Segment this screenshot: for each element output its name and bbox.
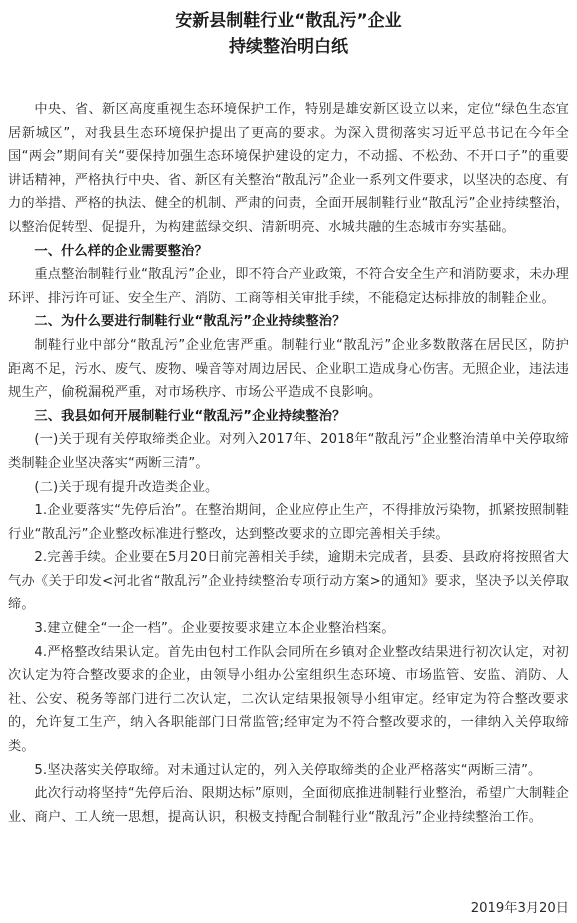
body-paragraph: 制鞋行业中部分“散乱污”企业危害严重。制鞋行业“散乱污”企业多数散落在居民区，防护距离不足，污水、废气、废物、噪音等对周边居民、企业职工造成身心伤害。无照企业，违法违规生产，偷税漏税严重，对市场秩序、市场公平造成不良影响。 [8, 337, 569, 401]
body-paragraph: 重点整治制鞋行业“散乱污”企业，即不符合产业政策，不符合安全生产和消防要求，未办理环评、排污许可证、安全生产、消防、工商等相关审批手续，不能稳定达标排放的制鞋企业。 [8, 267, 569, 306]
body-paragraph: (二)关于现有提升改造类企业。 [34, 479, 219, 495]
body-paragraph: 此次行动将坚持“先停后治、限期达标”原则，全面彻底推进制鞋行业整治，希望广大制鞋企业、商户、工人统一思想，提高认识，积极支持配合制鞋行业“散乱污”企业持续整治工作。 [8, 786, 569, 825]
document-date: 2019年3月20日 [470, 901, 569, 916]
section-heading: 二、为什么要进行制鞋行业“散乱污”企业持续整治？ [34, 314, 346, 330]
body-paragraph: 5.坚决落实关停取缔。对未通过认定的，列入关停取缔类的企业严格落实“两断三清”。 [34, 762, 542, 778]
body-paragraph: 3.建立健全“一企一档”。企业要按要求建立本企业整治档案。 [34, 621, 395, 637]
body-paragraph: (一)关于现有关停取缔类企业。对列入2017年、2018年“散乱污”企业整治清单中关停取缔类制鞋企业坚决落实“两断三清”。 [8, 432, 569, 471]
document-title [8, 8, 569, 60]
document-body [8, 98, 569, 829]
body-paragraph: 4.严格整改结果认定。首先由包村工作队会同所在乡镇对企业整改结果进行初次认定，对初次认定为符合整改要求的企业，由领导小组办公室组织生态环境、市场监管、安监、消防、人社、公安、税务等部门进行二次认定，二次认定结果报领导小组审定。经审定为符合整改要求的，允许复工生产，纳入各职能部门日常监管;经审定为不符合整改要求的，一律纳入关停取缔类。 [8, 644, 569, 755]
body-paragraph: 2.完善手续。企业要在5月20日前完善相关手续，逾期未完成者，县委、县政府将按照省大气办《关于印发<河北省“散乱污”企业持续整治专项行动方案>的通知》要求，坚决予以关停取缔。 [8, 550, 569, 613]
body-paragraph: 1.企业要落实“先停后治”。在整治期间，企业应停止生产，不得排放污染物，抓紧按照制鞋行业“散乱污”企业整改标准进行整改，达到整改要求的立即完善相关手续。 [8, 503, 569, 542]
section-heading: 三、我县如何开展制鞋行业“散乱污”企业持续整治？ [34, 408, 346, 424]
section-heading: 一、什么样的企业需要整治？ [34, 243, 208, 259]
body-paragraph: 中央、省、新区高度重视生态环境保护工作，特别是雄安新区设立以来，定位“绿色生态宜居新城区”，对我县生态环境保护提出了更高的要求。为深入贯彻落实习近平总书记在今年全国“两会”期间有关“要保持加强生态环境保护建设的定力，不动摇、不松劲、不开口子”的重要讲话精神，严格执行中央、省、新区有关整治“散乱污”企业一系列文件要求，以坚决的态度、有力的举措、严格的执法、健全的机制、严肃的问责，全面开展制鞋行业“散乱污”企业持续整治，以整治促转型、促提升，为构建蓝绿交织、清新明亮、水城共融的生态城市夯实基础。 [8, 102, 569, 235]
title-line-2: 持续整治明白纸 [229, 37, 348, 57]
title-line-1: 安新县制鞋行业“散乱污”企业 [175, 11, 402, 31]
